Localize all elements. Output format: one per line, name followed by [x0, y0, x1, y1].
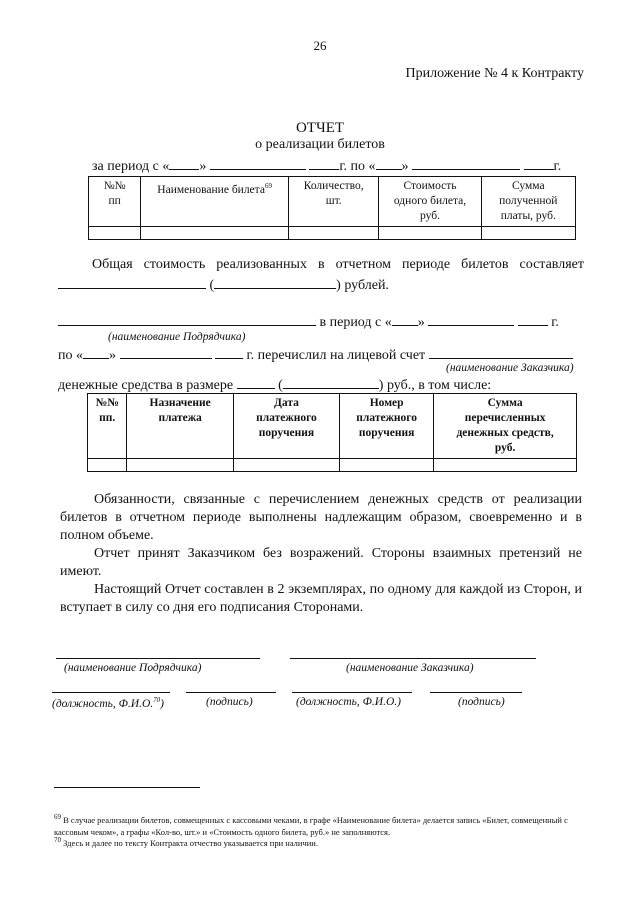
transfer-month2-blank [120, 346, 212, 359]
col-number-header: №№ пп [89, 177, 141, 227]
period-q1: » [199, 159, 207, 174]
table-cell [89, 227, 141, 240]
period-month2-blank [412, 157, 520, 170]
col-quantity-header: Количество, шт. [288, 177, 379, 227]
payments-table [87, 393, 577, 472]
footnote-ref-70: 70 [153, 696, 161, 704]
col-number-header: №№ пп. [88, 394, 127, 459]
table-cell [340, 459, 434, 472]
contractor-name-blank [58, 313, 316, 326]
customer-name-label: (наименование Заказчика) [346, 662, 474, 674]
transfer-year2-blank [215, 346, 243, 359]
payments-table-header [88, 394, 577, 459]
paragraph-copies: Настоящий Отчет составлен в 2 экземплярах, по одному для каждой из Сторон, и вступает в силу со дня его подписания Сторонами. [60, 582, 582, 615]
tickets-table-header [89, 177, 576, 227]
contractor-label: (наименование Подрядчика) [108, 331, 246, 343]
table-cell [288, 227, 379, 240]
transfer-q1: » [417, 315, 425, 330]
period-prefix: за период с « [92, 159, 170, 174]
funds-open-paren: ( [278, 378, 283, 393]
customer-position-line [292, 692, 412, 693]
total-line: Общая стоимость реализованных в отчетном периоде билетов составляет [92, 257, 584, 272]
customer-account-blank [429, 346, 573, 359]
total-amount-words-blank [214, 276, 336, 289]
period-year1-label: г. по « [339, 159, 376, 174]
table-cell [434, 459, 577, 472]
footnote-ref-69: 69 [264, 182, 272, 190]
total-open-paren: ( [209, 278, 215, 293]
contractor-name-line [56, 658, 260, 659]
funds-words-blank [283, 376, 379, 389]
transfer-line-1 [58, 313, 559, 331]
transfer-line-3 [58, 376, 491, 394]
contractor-sign-line [186, 692, 276, 693]
total-rubles: ) рублей. [336, 278, 389, 293]
table-row [89, 227, 576, 240]
footnote-69: $^{69}$ В случае реализации билетов, совмещенных с кассовыми чеками, в графе «Наименование билета» делается запись «Билет, совмещенный с кассовым чеком», а графы «Кол-во, шт.» и «Стоимость одного билета, руб.» не заполняются. [54, 813, 568, 837]
period-month1-blank [210, 157, 306, 170]
customer-name-line [290, 658, 536, 659]
funds-amount-blank [237, 376, 275, 389]
transfer-in-period: в период с « [319, 315, 392, 330]
table-cell [379, 227, 481, 240]
transfer-q2: » [109, 348, 116, 363]
footnote-separator [54, 787, 200, 788]
report-subtitle: о реализации билетов [255, 137, 385, 152]
paragraph-obligations: Обязанности, связанные с перечислением денежных средств от реализации билетов в отчетном периоде выполнены надлежащим образом, своевременно и в полном объеме. [60, 492, 582, 543]
table-cell [127, 459, 233, 472]
col-ticket-name-header: Наименование билета$^{69}$ [141, 177, 289, 227]
period-day2-blank [376, 157, 402, 170]
customer-sign-line [430, 692, 522, 693]
transfer-day2-blank [83, 346, 109, 359]
contractor-position-line [52, 692, 170, 693]
col-order-date-header: Дата платежного поручения [233, 394, 339, 459]
col-total-header: Сумма полученной платы, руб. [481, 177, 575, 227]
table-cell [141, 227, 289, 240]
funds-prefix: денежные средства в размере [58, 378, 234, 393]
period-year1-blank [309, 157, 339, 170]
table-row [88, 459, 577, 472]
col-payment-purpose-header: Назначение платежа [127, 394, 233, 459]
period-year2-label: г. [553, 159, 562, 174]
period-year2-blank [524, 157, 554, 170]
contractor-sign-label: (подпись) [206, 696, 253, 708]
transfer-year1-blank [518, 313, 548, 326]
appendix-title: Приложение № 4 к Контракту [405, 66, 584, 81]
total-amount-blank [58, 276, 206, 289]
period-q2: » [401, 159, 409, 174]
page-number: 26 [313, 38, 327, 53]
funds-suffix: ) руб., в том числе: [378, 378, 492, 393]
transfer-year-label: г. [551, 315, 559, 330]
table-cell [88, 459, 127, 472]
customer-label: (наименование Заказчика) [446, 362, 574, 374]
contractor-position-label: (должность, Ф.И.О.$^{70}$) [52, 696, 164, 710]
tickets-table [88, 176, 576, 240]
footnote-70: $^{70}$ Здесь и далее по тексту Контракта отчество указывается при наличии. [54, 836, 318, 848]
transfer-transferred: г. перечислил на лицевой счет [246, 348, 426, 363]
col-amount-header: Сумма перечисленных денежных средств, руб. [434, 394, 577, 459]
col-order-number-header: Номер платежного поручения [340, 394, 434, 459]
report-title: ОТЧЕТ [295, 120, 345, 136]
customer-position-label: (должность, Ф.И.О.) [296, 696, 401, 708]
table-cell [233, 459, 339, 472]
period-line [92, 157, 561, 175]
paragraph-accepted: Отчет принят Заказчиком без возражений. Стороны взаимных претензий не имеют. [60, 546, 582, 579]
period-day1-blank [169, 157, 199, 170]
customer-sign-label: (подпись) [458, 696, 505, 708]
transfer-day1-blank [392, 313, 418, 326]
table-cell [481, 227, 575, 240]
transfer-month1-blank [428, 313, 514, 326]
transfer-po: по « [58, 348, 83, 363]
total-amount-line [58, 276, 389, 294]
col-unit-cost-header: Стоимость одного билета, руб. [379, 177, 481, 227]
contractor-name-label: (наименование Подрядчика) [64, 662, 202, 674]
